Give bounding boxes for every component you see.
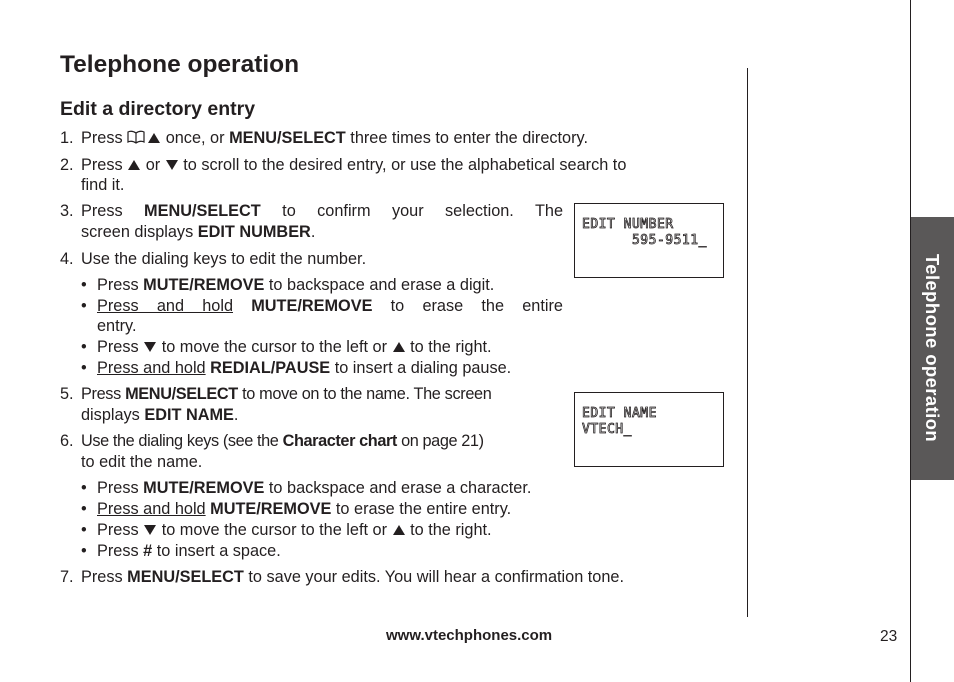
- down-arrow-icon: [166, 160, 178, 170]
- bullet-text: [97, 296, 563, 317]
- text: to move on to the name. The screen: [242, 385, 492, 403]
- step-6-text: [81, 431, 484, 452]
- text: Press: [81, 568, 123, 586]
- bullet-text: [97, 499, 511, 520]
- lcd-line: EDIT NUMBER: [582, 217, 674, 232]
- text: Press: [97, 521, 139, 539]
- step-1-text: [81, 128, 588, 149]
- text: screen displays: [81, 223, 194, 241]
- step-7-text: [81, 567, 624, 588]
- text: once, or: [165, 129, 225, 147]
- lcd-line: 595-9511_: [582, 233, 707, 248]
- key-name: MENU/SELECT: [125, 385, 238, 403]
- step-number: 3.: [60, 202, 74, 220]
- text: to erase the entire: [390, 297, 563, 315]
- key-name: MUTE/REMOVE: [143, 276, 265, 294]
- text: to save your edits. You will hear a confirmation tone.: [248, 568, 624, 586]
- bullet: •: [81, 359, 87, 377]
- text: to move the cursor to the left or: [161, 521, 388, 539]
- text: Press: [81, 156, 123, 174]
- text: Press: [97, 338, 139, 356]
- text: to confirm your selection. The: [282, 202, 563, 220]
- lcd-screen-edit-name: [574, 392, 724, 467]
- text: three times to enter the directory.: [350, 129, 588, 147]
- lcd-line: VTECH_: [582, 422, 632, 437]
- text: to erase the entire entry.: [335, 500, 512, 518]
- step-number: 4.: [60, 250, 74, 268]
- text: to insert a space.: [156, 542, 281, 560]
- key-name: MENU/SELECT: [144, 202, 261, 220]
- text: Press: [81, 129, 123, 147]
- text: to the right.: [410, 521, 492, 539]
- text: Press: [81, 202, 123, 220]
- lcd-line: EDIT NAME: [582, 406, 657, 421]
- text: to backspace and erase a digit.: [268, 276, 495, 294]
- text: Use the dialing keys (see the: [81, 432, 279, 450]
- text: to insert a dialing pause.: [334, 359, 512, 377]
- text: to backspace and erase a character.: [268, 479, 532, 497]
- up-arrow-icon: [148, 133, 160, 143]
- key-name: MUTE/REMOVE: [210, 500, 332, 518]
- bullet-text: [97, 275, 494, 296]
- text: Press: [97, 479, 139, 497]
- text: Press: [97, 542, 139, 560]
- step-5-text: [81, 384, 491, 405]
- key-name: MUTE/REMOVE: [143, 479, 265, 497]
- step-6-text-cont: to edit the name.: [81, 453, 203, 471]
- text: .: [233, 406, 239, 424]
- directory-book-icon: [127, 130, 145, 144]
- bullet: •: [81, 297, 87, 315]
- text: or: [145, 156, 161, 174]
- bullet: •: [81, 521, 87, 539]
- screen-name: EDIT NAME: [144, 406, 234, 424]
- step-number: 5.: [60, 385, 74, 403]
- underlined-text: Press and hold: [97, 359, 206, 377]
- underlined-text: Press and hold: [97, 297, 233, 315]
- bullet: •: [81, 479, 87, 497]
- page-number: 23: [880, 628, 898, 645]
- bullet: •: [81, 542, 87, 560]
- key-name: MENU/SELECT: [127, 568, 244, 586]
- step-2-text-cont: find it.: [81, 176, 125, 194]
- text: .: [310, 223, 316, 241]
- bullet-text: [97, 337, 492, 358]
- bullet: •: [81, 500, 87, 518]
- bullet-text-cont: entry.: [97, 317, 137, 335]
- key-name: REDIAL/PAUSE: [210, 359, 331, 377]
- step-number: 6.: [60, 432, 74, 450]
- bullet-text: [97, 358, 511, 379]
- up-arrow-icon: [128, 160, 140, 170]
- lcd-screen-edit-number: [574, 203, 724, 278]
- step-4-text: Use the dialing keys to edit the number.: [81, 250, 367, 268]
- screen-name: EDIT NUMBER: [197, 223, 311, 241]
- step-3-text-cont: [81, 222, 315, 243]
- text: Press: [97, 276, 139, 294]
- underlined-text: Press and hold: [97, 500, 206, 518]
- step-2-text: [81, 155, 724, 176]
- text: on page 21): [401, 432, 484, 450]
- bullet-text: [97, 478, 531, 499]
- step-number: 1.: [60, 129, 74, 147]
- text: Press: [81, 385, 121, 403]
- key-name: MENU/SELECT: [229, 129, 346, 147]
- down-arrow-icon: [144, 525, 156, 535]
- page-title: Telephone operation: [60, 51, 300, 78]
- bullet: •: [81, 338, 87, 356]
- step-3-text: [81, 201, 563, 222]
- section-heading: Edit a directory entry: [60, 98, 256, 120]
- side-tab-label: Telephone operation: [922, 253, 943, 443]
- step-number: 7.: [60, 568, 74, 586]
- step-number: 2.: [60, 156, 74, 174]
- step-5-text-cont: [81, 405, 238, 426]
- bullet-text: [97, 541, 281, 562]
- column-divider: [747, 68, 748, 617]
- text: to move the cursor to the left or: [161, 338, 388, 356]
- bullet-text: [97, 520, 492, 541]
- text: to the right.: [410, 338, 492, 356]
- reference-name: Character chart: [282, 432, 397, 450]
- text: to scroll to the desired entry, or use the alphabetical search to: [183, 156, 627, 174]
- key-name: #: [143, 542, 153, 560]
- text: displays: [81, 406, 140, 424]
- footer-url: www.vtechphones.com: [386, 627, 553, 644]
- bullet: •: [81, 276, 87, 294]
- down-arrow-icon: [144, 342, 156, 352]
- up-arrow-icon: [393, 525, 405, 535]
- up-arrow-icon: [393, 342, 405, 352]
- key-name: MUTE/REMOVE: [251, 297, 373, 315]
